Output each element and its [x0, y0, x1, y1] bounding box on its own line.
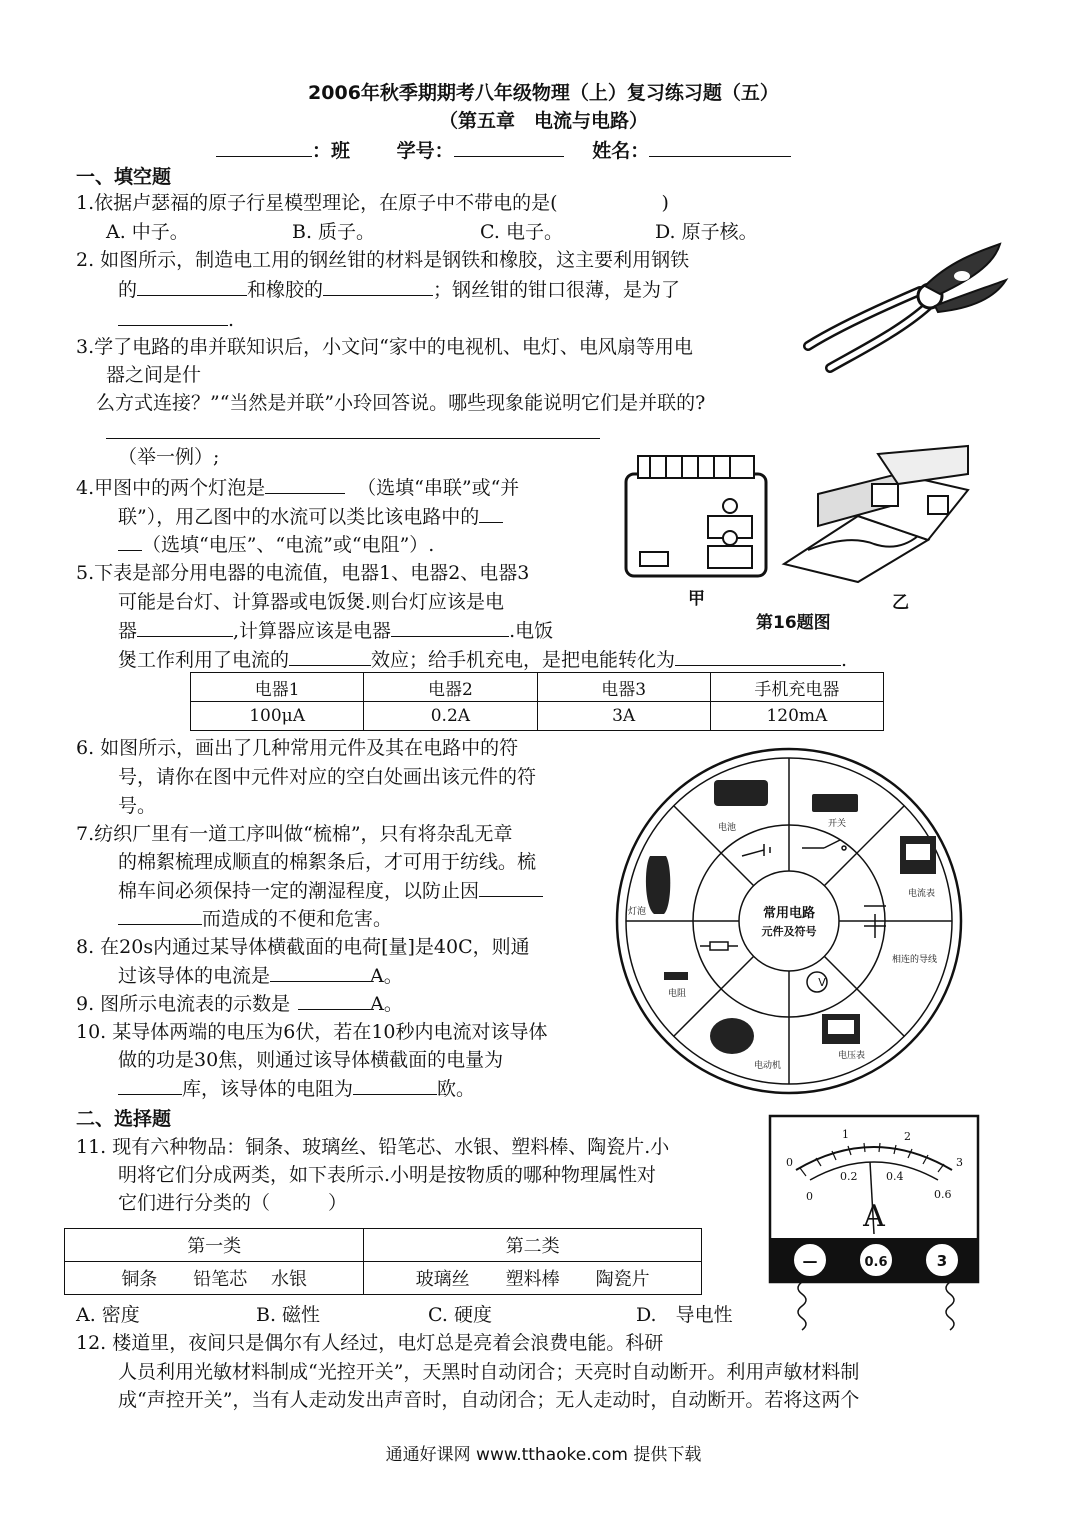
- circuit-components-wheel: [614, 746, 964, 1096]
- table-cell: 100μA: [191, 702, 364, 731]
- q2-part-a: 的: [118, 279, 138, 301]
- q7-line3: [118, 876, 543, 906]
- q11-option-b: B. 磁性: [256, 1304, 321, 1326]
- material-classification-table: [64, 1228, 702, 1295]
- q5-part-b: ,计算器应该是电器: [233, 620, 392, 642]
- q5-line1: 5.下表是部分用电器的电流值，电器1、电器2、电器3: [76, 562, 530, 584]
- ammeter-terminal-negative: —: [802, 1252, 818, 1270]
- q12-line1: 12. 楼道里，夜间只是偶尔有人经过，电灯总是亮着会浪费电能。科研: [76, 1332, 664, 1354]
- table-cell: 玻璃丝 塑料棒 陶瓷片: [364, 1262, 702, 1295]
- q4-blank-1[interactable]: [265, 473, 345, 494]
- ammeter-top-tick-3: 3: [956, 1156, 963, 1169]
- q10-blank-1[interactable]: [118, 1074, 182, 1095]
- class-blank[interactable]: [216, 136, 312, 157]
- q8-part-a: 过该导体的电流是: [118, 965, 271, 987]
- q1-stem: 1.依据卢瑟福的原子行星模型理论，在原子中不带电的是(: [76, 192, 558, 214]
- q7-blank-2[interactable]: [118, 904, 202, 925]
- q4-part-d: （选填“电压”、“电流”或“电阻”）.: [142, 534, 435, 556]
- q12-line3: 成“声控开关”，当有人走动发出声音时，自动闭合；无人走动时，自动断开。若将这两个: [118, 1389, 860, 1411]
- ammeter-unit: A: [863, 1199, 885, 1234]
- wheel-label-motor: 电动机: [754, 1061, 782, 1071]
- q8-unit: A。: [370, 965, 403, 987]
- q2-line3: [118, 305, 234, 335]
- q9-line: [76, 989, 403, 1019]
- q10-part-a: 库，该导体的电阻为: [182, 1078, 354, 1100]
- q10-unit: 欧。: [437, 1078, 476, 1100]
- q6-line3: 号。: [118, 795, 157, 817]
- ammeter-bottom-tick-0: 0: [806, 1190, 813, 1203]
- q5-part-e: 效应；给手机充电，是把电能转化为: [371, 649, 676, 671]
- q3-line4: （举一例）;: [118, 446, 220, 468]
- ammeter-top-tick-1: 1: [842, 1128, 849, 1141]
- table-cell: 铜条 铅笔芯 水银: [65, 1262, 364, 1295]
- q1-text: [76, 188, 669, 218]
- svg-text:V: V: [818, 976, 826, 989]
- q1-option-b: B. 质子。: [292, 221, 376, 243]
- figure-16-caption: 第16题图: [756, 613, 831, 633]
- q7-part-b: 而造成的不便和危害。: [202, 908, 393, 930]
- q5-part-a: 器: [118, 620, 138, 642]
- id-label: 学号：: [396, 140, 454, 162]
- q4-part-c: 联”），用乙图中的水流可以类比该电路中的: [118, 506, 480, 528]
- q7-blank-1[interactable]: [479, 876, 543, 897]
- q5-blank-1[interactable]: [137, 616, 233, 637]
- table-row: [65, 1262, 702, 1295]
- wheel-label-switch: 开关: [828, 819, 847, 829]
- q11-line1: 11. 现有六种物品：铜条、玻璃丝、铅笔芯、水银、塑料棒、陶瓷片.小: [76, 1136, 670, 1158]
- q11-line2: 明将它们分成两类，如下表所示.小明是按物质的哪种物理属性对: [118, 1164, 657, 1186]
- water-flow-illustration: [778, 444, 974, 588]
- ammeter-bottom-tick-2: 0.4: [886, 1170, 904, 1183]
- q4-line3: [118, 530, 434, 560]
- q5-line2: 可能是台灯、计算器或电饭煲.则台灯应该是电: [118, 591, 505, 613]
- q3-line1: 3.学了电路的串并联知识后，小文问“家中的电视机、电灯、电风扇等用电: [76, 336, 693, 358]
- q2-line2: [118, 275, 680, 305]
- table-header-cell: 手机充电器: [710, 673, 883, 702]
- figure-16-label-b: 乙: [892, 593, 909, 613]
- table-header-row: [191, 673, 884, 702]
- q9-blank[interactable]: [298, 989, 370, 1010]
- table-header-cell: 电器1: [191, 673, 364, 702]
- wheel-label-wires: 相连的导线: [892, 955, 938, 965]
- student-info-line: [216, 136, 791, 163]
- q6-line1: 6. 如图所示，画出了几种常用元件及其在电路中的符: [76, 737, 519, 759]
- q3-line3: 么方式连接？”“当然是并联”小玲回答说。哪些现象能说明它们是并联的?: [96, 392, 706, 414]
- q7-part-a: 棉车间必须保持一定的潮湿程度，以防止因: [118, 880, 480, 902]
- wheel-center-line1: 常用电路: [762, 906, 816, 921]
- table-header-cell: 电器3: [537, 673, 710, 702]
- table-header-row: [65, 1229, 702, 1262]
- q4-blank-2[interactable]: [479, 502, 503, 523]
- q10-line2: 做的功是30焦，则通过该导体横截面的电量为: [118, 1049, 504, 1071]
- wheel-label-bulb: 灯泡: [628, 907, 647, 917]
- q11-option-d: D. 导电性: [636, 1304, 733, 1326]
- q10-line1: 10. 某导体两端的电压为6伏，若在10秒内电流对该导体: [76, 1021, 548, 1043]
- q1-option-a: A. 中子。: [106, 221, 189, 243]
- q2-blank-1[interactable]: [137, 275, 247, 296]
- wheel-center-line2: 元件及符号: [761, 925, 817, 938]
- circuit-board-illustration: [622, 452, 772, 584]
- table-header-cell: 第二类: [364, 1229, 702, 1262]
- q2-line1: 2. 如图所示，制造电工用的钢丝钳的材料是钢铁和橡胶，这主要利用钢铁: [76, 249, 690, 271]
- figure-16-label-a: 甲: [688, 589, 705, 609]
- ammeter-terminal-3: 3: [936, 1252, 948, 1270]
- ammeter-top-tick-2: 2: [904, 1130, 911, 1143]
- q1-close: ): [661, 192, 669, 214]
- q11-line3: [118, 1188, 347, 1218]
- q5-period: .: [841, 649, 848, 671]
- q10-line3: [118, 1074, 475, 1104]
- q2-period: .: [228, 309, 235, 331]
- ammeter-bottom-tick-1: 0.2: [840, 1170, 858, 1183]
- section-heading-fill: 一、填空题: [76, 166, 172, 188]
- ammeter-terminal-0-6: 0.6: [864, 1255, 888, 1270]
- q11-part-a: 它们进行分类的（: [118, 1192, 271, 1214]
- name-label: 姓名：: [592, 140, 650, 162]
- table-header-cell: 电器2: [364, 673, 537, 702]
- table-cell: 3A: [537, 702, 710, 731]
- wheel-label-ammeter: 电流表: [908, 889, 936, 899]
- q2-part-c: ；钢丝钳的钳口很薄，是为了: [433, 279, 681, 301]
- q2-blank-3[interactable]: [118, 305, 228, 326]
- wheel-label-resistor: 电阻: [668, 989, 687, 999]
- q5-line3: [118, 616, 553, 646]
- q6-line2: 号，请你在图中元件对应的空白处画出该元件的符: [118, 766, 537, 788]
- q11-option-c: C. 硬度: [428, 1304, 492, 1326]
- q4-part-b: （选填“串联”或“并: [357, 477, 520, 499]
- wheel-label-voltmeter: 电压表: [838, 1051, 866, 1061]
- table-row: [191, 702, 884, 731]
- page-subtitle: （第五章 电流与电路）: [438, 110, 648, 132]
- q4-blank-2b[interactable]: [118, 530, 142, 551]
- q2-part-b: 和橡胶的: [247, 279, 324, 301]
- page-title: 2006年秋季期期考八年级物理（上）复习练习题（五）: [308, 82, 779, 104]
- q7-line1: 7.纺织厂里有一道工序叫做“梳棉”，只有将杂乱无章: [76, 823, 513, 845]
- q7-line2: 的棉絮梳理成顺直的棉絮条后，才可用于纺线。梳: [118, 851, 537, 873]
- ammeter-bottom-tick-3: 0.6: [934, 1188, 952, 1201]
- table-cell: 120mA: [710, 702, 883, 731]
- q5-line4: [118, 645, 847, 675]
- q4-line2: [118, 502, 503, 532]
- q11-close: ）: [328, 1192, 348, 1214]
- class-label: ：班: [312, 140, 351, 162]
- q5-blank-3[interactable]: [289, 645, 371, 666]
- q8-line2: [118, 961, 403, 991]
- wheel-label-battery: 电池: [718, 823, 737, 833]
- q8-blank[interactable]: [270, 961, 370, 982]
- q1-option-c: C. 电子。: [480, 221, 563, 243]
- q12-line2: 人员利用光敏材料制成“光控开关”，天黑时自动闭合；天亮时自动断开。利用声敏材料制: [118, 1361, 860, 1383]
- footer-text: 通通好课网 www.tthaoke.com 提供下载: [385, 1445, 702, 1465]
- pliers-illustration: [800, 236, 1012, 376]
- q3-line2: 器之间是什: [106, 364, 202, 386]
- table-header-cell: 第一类: [65, 1229, 364, 1262]
- q5-blank-2[interactable]: [391, 616, 509, 637]
- q1-option-d: D. 原子核。: [655, 221, 758, 243]
- ammeter-illustration: [766, 1114, 984, 1336]
- q11-option-a: A. 密度: [76, 1304, 140, 1326]
- q7-line4: [118, 904, 392, 934]
- q3-answer-line[interactable]: [106, 438, 600, 439]
- section-heading-choice: 二、选择题: [76, 1108, 172, 1130]
- q2-blank-2[interactable]: [323, 275, 433, 296]
- name-blank[interactable]: [649, 136, 791, 157]
- q4-line1: [76, 473, 519, 503]
- q9-part-a: 9. 图所示电流表的示数是: [76, 993, 291, 1015]
- q5-part-c: .电饭: [509, 620, 554, 642]
- q5-blank-4[interactable]: [675, 645, 841, 666]
- id-blank[interactable]: [454, 136, 564, 157]
- q5-part-d: 煲工作利用了电流的: [118, 649, 290, 671]
- q10-blank-2[interactable]: [353, 1074, 437, 1095]
- table-cell: 0.2A: [364, 702, 537, 731]
- q9-unit: A。: [370, 993, 403, 1015]
- q4-part-a: 4.甲图中的两个灯泡是: [76, 477, 266, 499]
- q8-line1: 8. 在20s内通过某导体横截面的电荷[量]是40C，则通: [76, 936, 530, 958]
- appliance-current-table: [190, 672, 884, 731]
- ammeter-top-tick-0: 0: [786, 1156, 793, 1169]
